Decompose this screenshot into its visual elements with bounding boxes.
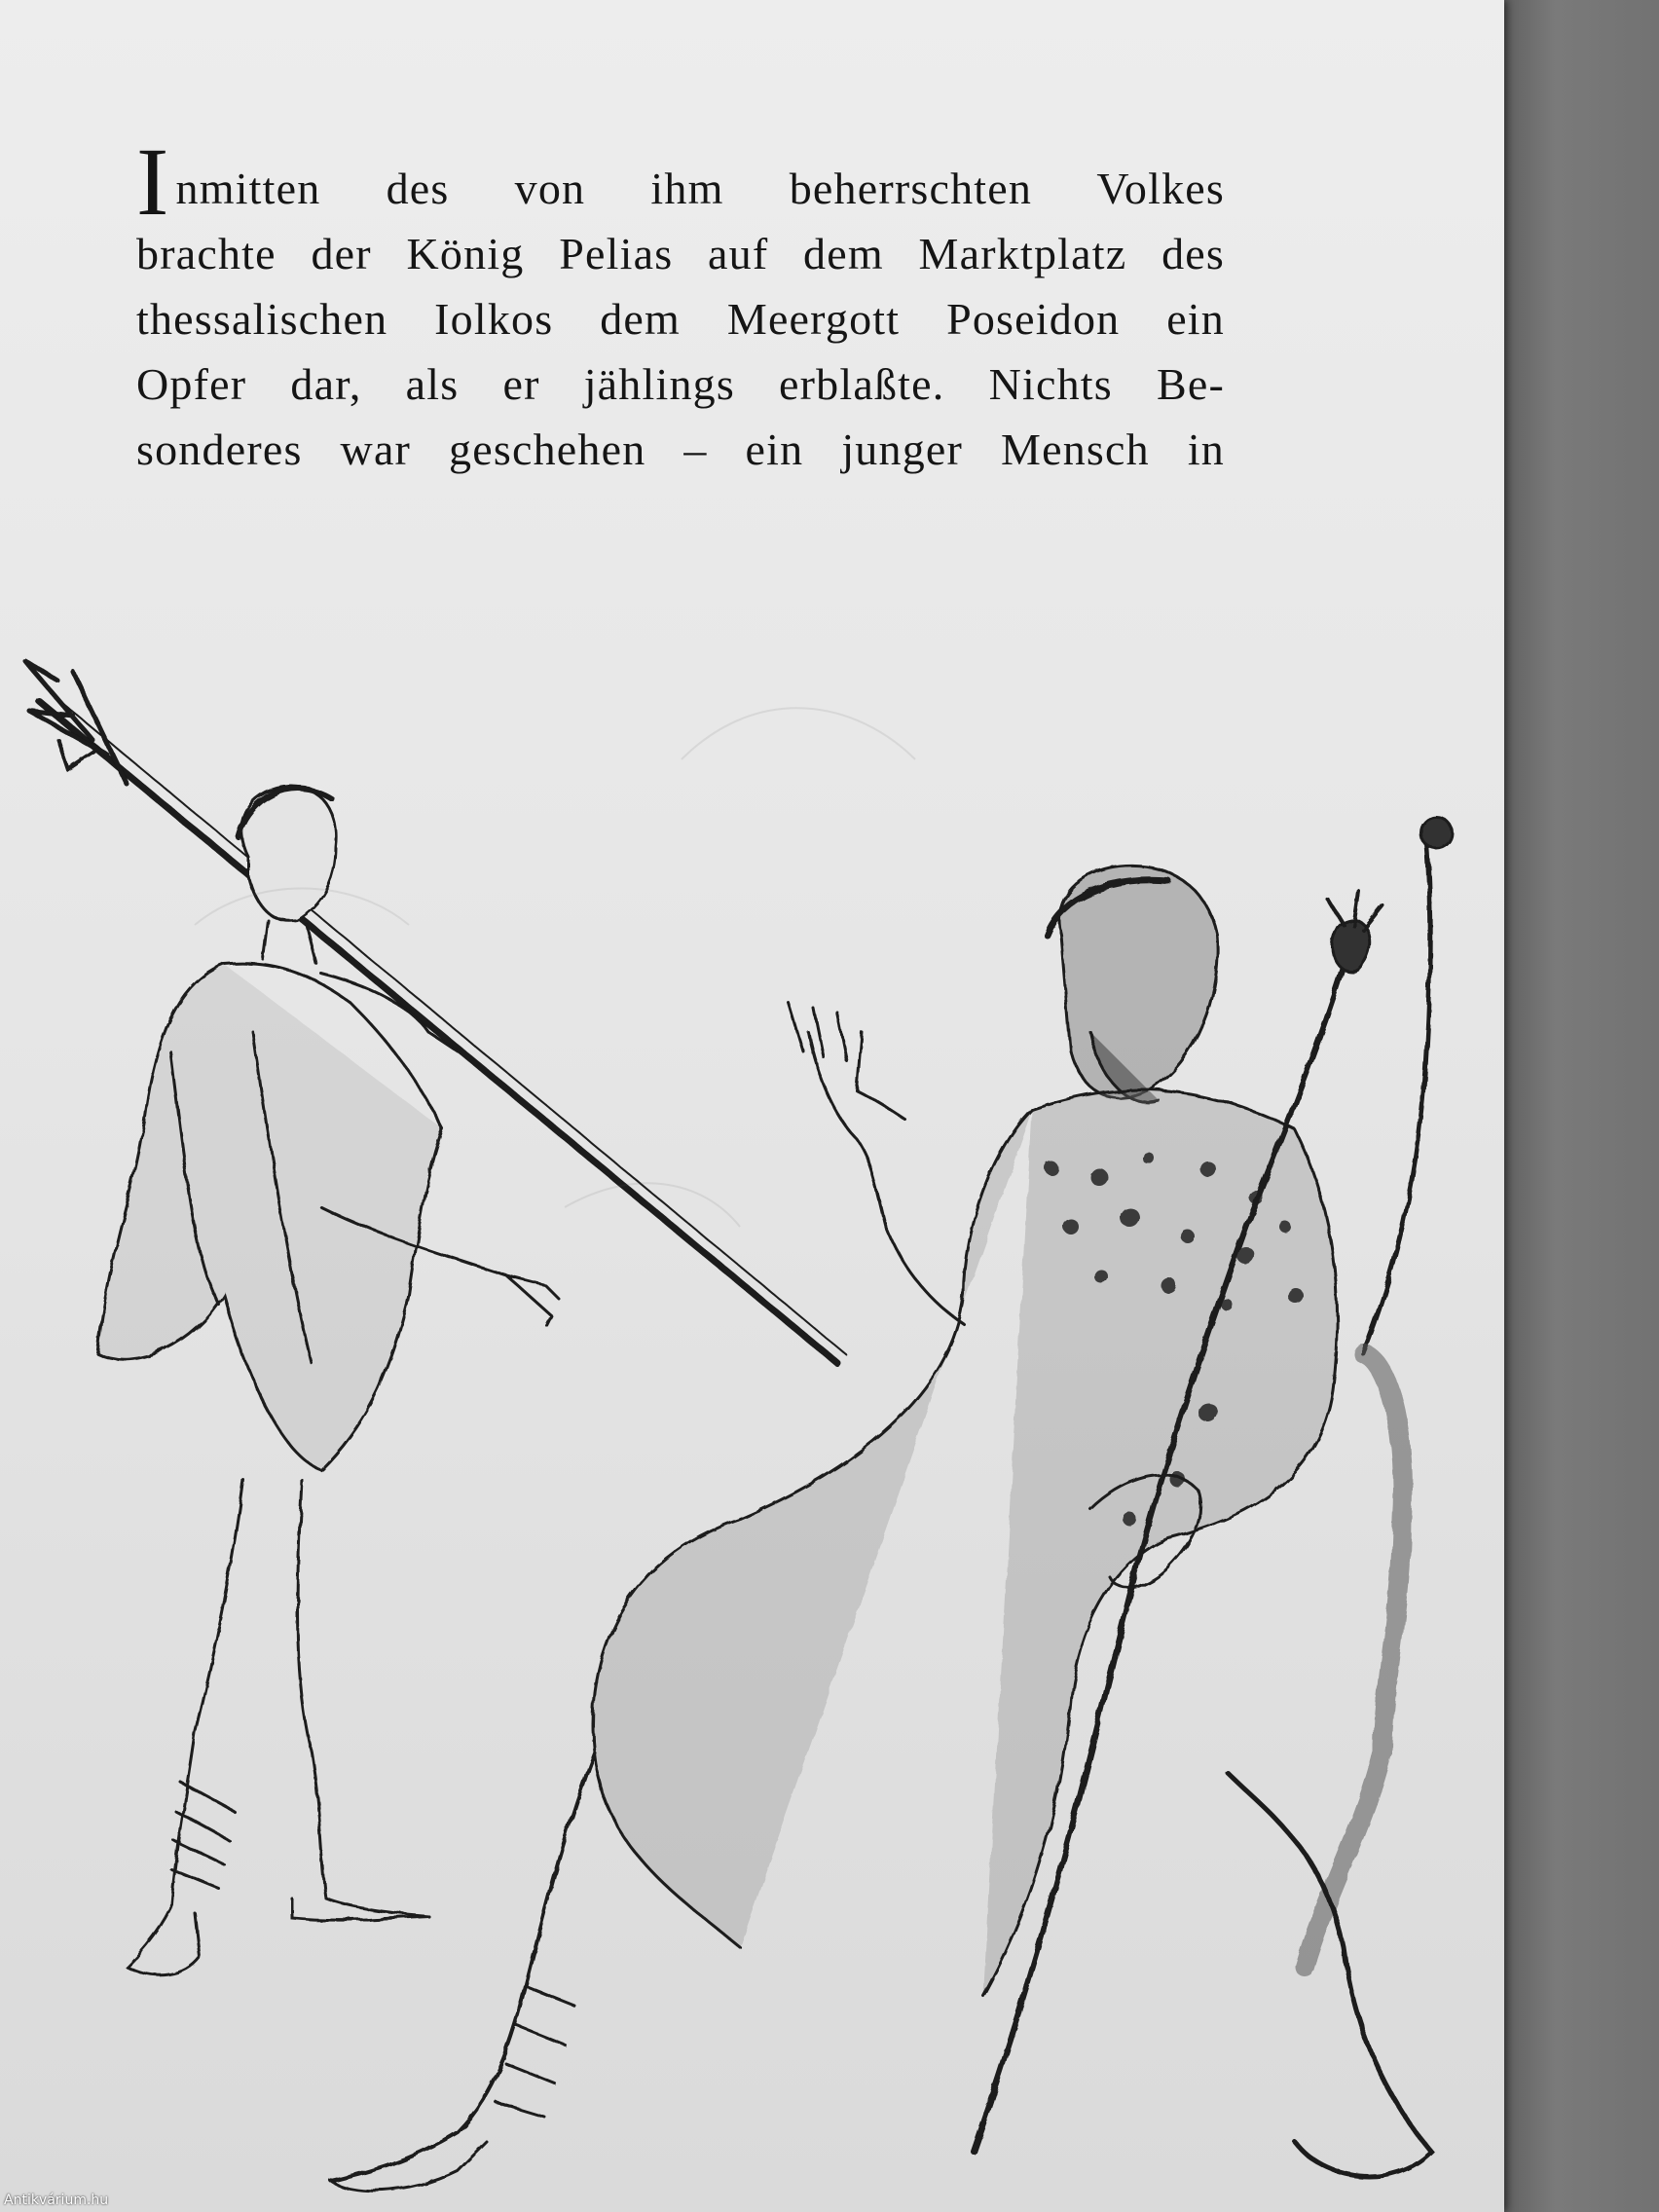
ink-illustration [0, 623, 1504, 2212]
king-figure [331, 817, 1452, 2191]
drop-cap: I [136, 128, 170, 236]
watermark: Antikvárium.hu [4, 2193, 109, 2208]
text-line-4: Opfer dar, als er jählings erblaßte. Nichts Be- [136, 359, 1225, 409]
text-line-1 [136, 128, 1225, 236]
background-surface [1499, 0, 1659, 2212]
text-line-2: brachte der König Pelias auf dem Marktplatz des [136, 229, 1225, 278]
text-line-1-rest: nmitten des von ihm beherrschten Volkes [175, 164, 1225, 213]
body-text [136, 128, 1225, 482]
text-line-3: thessalischen Iolkos dem Meergott Poseidon ein [136, 294, 1225, 344]
text-line-5: sonderes war geschehen – ein junger Mensch in [136, 424, 1225, 474]
